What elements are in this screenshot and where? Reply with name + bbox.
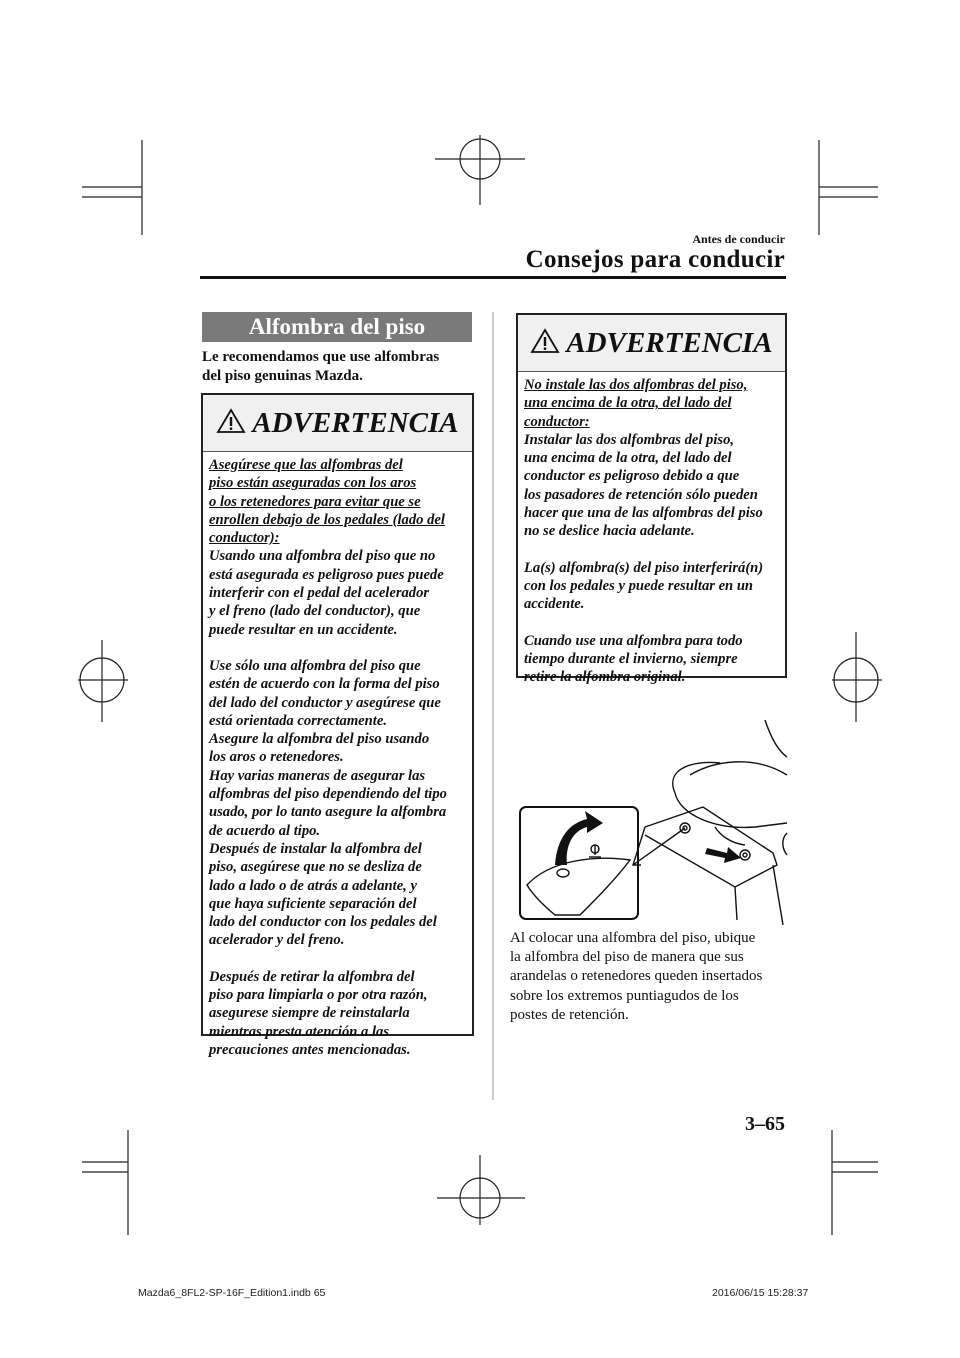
warning-text-line: los aros o retenedores. <box>209 749 344 766</box>
warning-heading-line: conductor: <box>524 413 590 430</box>
warning-text-line: alfombras del piso dependiendo del tipo <box>209 786 447 803</box>
warning-box-right <box>516 313 787 686</box>
warning-heading-line: Asegúrese que las alfombras del <box>209 457 403 473</box>
warning-body <box>203 452 472 1059</box>
warning-heading-line: enrollen debajo de los pedales (lado del <box>209 511 445 528</box>
footer-file: Mazda6_8FL2-SP-16F_Edition1.indb 65 <box>138 1287 326 1299</box>
warning-text-line: interferir con el pedal del acelerador <box>209 585 430 602</box>
warning-body <box>518 372 785 686</box>
warning-text-line: estén de acuerdo con la forma del piso <box>209 676 440 693</box>
page-title: Consejos para conducir <box>525 246 785 273</box>
warning-text-line: usado, por lo tanto asegure la alfombra <box>209 804 447 821</box>
warning-text-line: no se deslice hacia adelante. <box>524 523 695 540</box>
warning-text-line: La(s) alfombra(s) del piso interferirá(n) <box>524 559 764 576</box>
warning-text-line: conductor es peligroso debido a que <box>524 468 740 485</box>
warning-text-line: lado a lado o de atrás a adelante, y <box>209 877 417 894</box>
warning-text-line: está asegurada es peligroso pues puede <box>209 566 444 583</box>
warning-text-line: precauciones antes mencionadas. <box>209 1041 411 1058</box>
warning-text-line: hacer que una de las alfombras del piso <box>524 505 763 522</box>
caption-line: sobre los extremos puntiagudos de los <box>510 987 739 1004</box>
warning-text-line: Instalar las dos alfombras del piso, <box>524 431 735 448</box>
warning-text-line: retire la alfombra original. <box>524 669 686 686</box>
warning-text-line: Después de instalar la alfombra del <box>209 840 422 857</box>
floor-mat-illustration <box>515 715 790 925</box>
caption-line: postes de retención. <box>510 1006 629 1023</box>
warning-header <box>203 395 472 452</box>
warning-text-line: con los pedales y puede resultar en un <box>524 577 754 594</box>
warning-text-line: lado del conductor con los pedales del <box>209 914 437 931</box>
caption-line: arandelas o retenedores queden insertados <box>510 968 763 985</box>
warning-text-line: piso para limpiarla o por otra razón, <box>209 987 428 1004</box>
footer-timestamp: 2016/06/15 15:28:37 <box>712 1287 809 1299</box>
warning-heading-line: o los retenedores para evitar que se <box>209 493 421 510</box>
warning-box-left <box>201 393 474 1058</box>
warning-header <box>518 315 785 372</box>
header-rule <box>200 276 786 279</box>
warning-text-line: asegurese siempre de reinstalarla <box>209 1005 410 1022</box>
warning-text-line: Usando una alfombra del piso que no <box>209 548 436 565</box>
warning-text-line: Hay varias maneras de asegurar las <box>209 767 426 784</box>
page-number: 3–65 <box>745 1113 785 1135</box>
warning-text-line: una encima de la otra, del lado del <box>524 450 732 467</box>
warning-text-line: y el freno (lado del conductor), que <box>209 603 421 620</box>
warning-triangle-icon <box>530 328 560 354</box>
paragraph-gap <box>524 614 779 632</box>
section-intro <box>202 348 474 386</box>
warning-triangle-icon <box>216 408 246 434</box>
warning-heading-line: conductor): <box>209 530 280 547</box>
intro-line: Le recomendamos que use alfombras <box>202 349 440 365</box>
paragraph-gap <box>209 950 466 968</box>
warning-text-line: puede resultar en un accidente. <box>209 621 398 638</box>
caption-line: Al colocar una alfombra del piso, ubique <box>510 930 756 946</box>
paragraph-gap <box>524 541 779 559</box>
warning-text-line: acelerador y del freno. <box>209 932 345 949</box>
warning-text-line: del lado del conductor y asegúrese que <box>209 694 441 711</box>
warning-text-line: piso, asegúrese que no se desliza de <box>209 859 422 876</box>
section-title: Alfombra del piso <box>202 312 472 342</box>
warning-text-line: Después de retirar la alfombra del <box>209 968 415 985</box>
warning-text-line: está orientada correctamente. <box>209 712 387 729</box>
warning-text-line: accidente. <box>524 596 585 613</box>
caption-line: la alfombra del piso de manera que sus <box>510 949 744 966</box>
warning-text-line: los pasadores de retención sólo pueden <box>524 486 758 503</box>
warning-text-line: Asegure la alfombra del piso usando <box>209 731 430 748</box>
warning-text-line: mientras presta atención a las <box>209 1023 390 1040</box>
warning-title: ADVERTENCIA <box>566 327 773 359</box>
paragraph-gap <box>209 639 466 657</box>
warning-heading-line: No instale las dos alfombras del piso, <box>524 377 748 393</box>
warning-title: ADVERTENCIA <box>252 407 459 439</box>
warning-text-line: de acuerdo al tipo. <box>209 822 321 839</box>
warning-text-line: Cuando use una alfombra para todo <box>524 632 743 649</box>
chapter-label: Antes de conducir <box>692 232 785 246</box>
illustration-caption <box>510 929 790 1025</box>
warning-text-line: que haya suficiente separación del <box>209 895 417 912</box>
warning-text-line: tiempo durante el invierno, siempre <box>524 650 738 667</box>
warning-heading-line: una encima de la otra, del lado del <box>524 395 732 412</box>
warning-heading-line: piso están aseguradas con los aros <box>209 475 417 492</box>
intro-line: del piso genuinas Mazda. <box>202 368 363 384</box>
warning-text-line: Use sólo una alfombra del piso que <box>209 657 421 674</box>
